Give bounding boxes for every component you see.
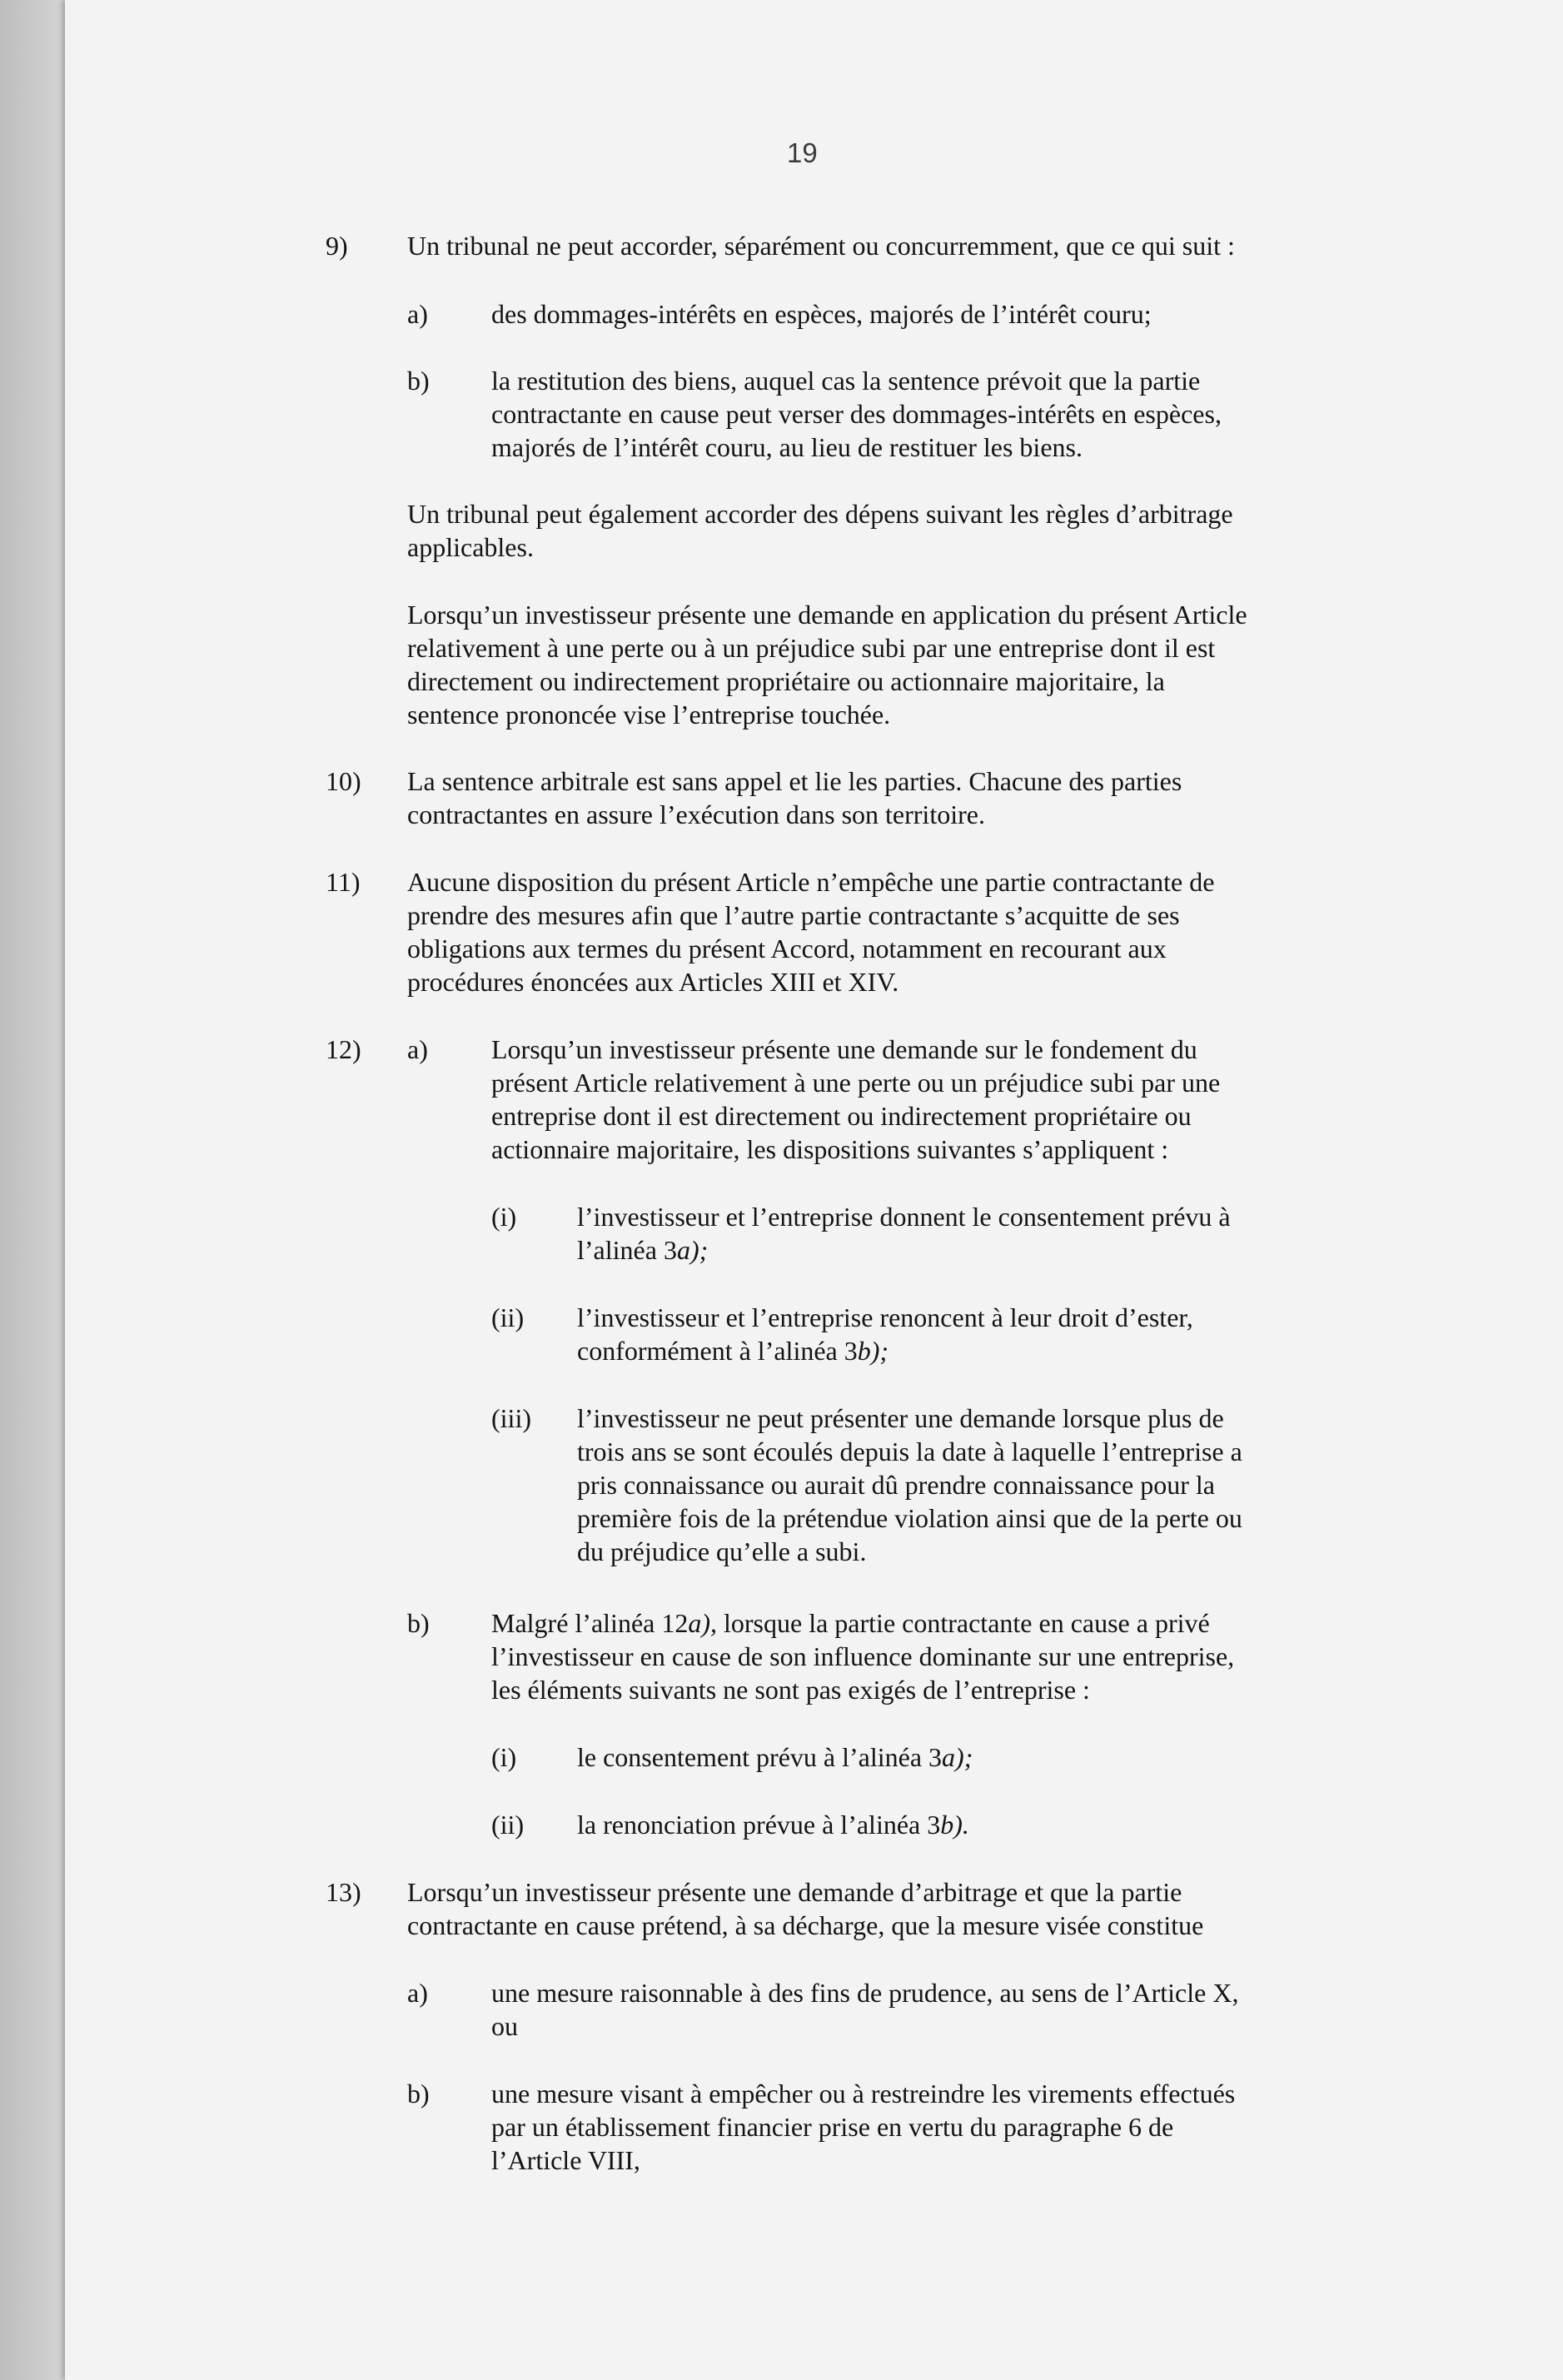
- para-11-line-3: obligations aux termes du présent Accord, notamment en recourant aux: [407, 934, 1167, 963]
- para-13-a-line-2: ou: [491, 2011, 518, 2041]
- para-12-a-iii-line-5: du préjudice qu’elle a subi.: [577, 1536, 867, 1566]
- para-9-b-label: b): [407, 366, 430, 396]
- para-10-number: 10): [326, 766, 361, 796]
- para-12-a-line-2: présent Article relativement à une perte ou un préjudice subi par une: [491, 1068, 1221, 1098]
- para-12-a-i-line-1: l’investisseur et l’entreprise donnent le consentement prévu à: [577, 1202, 1231, 1232]
- para-12-a-ii-label: (ii): [491, 1302, 525, 1332]
- para-9-award-line-4: sentence prononcée vise l’entreprise touchée.: [407, 700, 891, 729]
- para-13-b-line-2: par un établissement financier prise en vertu du paragraphe 6 de: [491, 2112, 1174, 2142]
- para-13-intro-line-1: Lorsqu’un investisseur présente une demande d’arbitrage et que la partie: [407, 1877, 1182, 1907]
- para-12-b-i-text: le consentement prévu à l’alinéa 3: [577, 1742, 943, 1772]
- para-12-b-line-1-rest: lorsque la partie contractante en cause a privé: [717, 1608, 1210, 1638]
- para-12-a-line-4: actionnaire majoritaire, les dispositions suivantes s’appliquent :: [491, 1134, 1169, 1164]
- para-12-b-line-1-text: Malgré l’alinéa 12: [491, 1608, 689, 1638]
- para-12-b-line-2: l’investisseur en cause de son influence dominante sur une entreprise,: [491, 1641, 1235, 1671]
- para-12-a-iii-line-3: pris connaissance ou aurait dû prendre connaissance pour la: [577, 1470, 1215, 1500]
- para-12-a-i-line-2-text: l’alinéa 3: [577, 1235, 677, 1265]
- para-12-number: 12): [326, 1034, 361, 1064]
- para-10-line-2: contractantes en assure l’exécution dans son territoire.: [407, 799, 985, 829]
- para-11-line-2: prendre des mesures afin que l’autre partie contractante s’acquitte de ses: [407, 900, 1180, 930]
- document-page: [65, 0, 1563, 2380]
- para-12-a-iii-label: (iii): [491, 1403, 531, 1433]
- para-13-b-label: b): [407, 2079, 430, 2109]
- para-12-b-ii-text: la renonciation prévue à l’alinéa 3: [577, 1810, 941, 1840]
- para-13-a-line-1: une mesure raisonnable à des fins de prudence, au sens de l’Article X,: [491, 1978, 1239, 2008]
- para-12-a-iii-line-1: l’investisseur ne peut présenter une demande lorsque plus de: [577, 1403, 1224, 1433]
- para-10-line-1: La sentence arbitrale est sans appel et lie les parties. Chacune des parties: [407, 766, 1182, 796]
- para-12-b-label: b): [407, 1608, 430, 1638]
- para-12-a-iii-line-2: trois ans se sont écoulés depuis la date à laquelle l’entreprise a: [577, 1436, 1242, 1466]
- para-12-a-i-label: (i): [491, 1202, 517, 1232]
- para-9-b-line-1: la restitution des biens, auquel cas la sentence prévoit que la partie: [491, 366, 1201, 396]
- para-12-a-line-1: Lorsqu’un investisseur présente une demande sur le fondement du: [491, 1034, 1197, 1064]
- para-9-award-line-1: Lorsqu’un investisseur présente une demande en application du présent Article: [407, 600, 1247, 630]
- para-12-a-i-line-2-ref: a);: [676, 1235, 709, 1265]
- para-12-b-line-1: [491, 1606, 1210, 1640]
- para-12-a-label: a): [407, 1034, 428, 1064]
- para-9-a-label: a): [407, 299, 428, 329]
- para-12-a-i-line-2: [577, 1233, 708, 1267]
- para-12-a-line-3: entreprise dont il est directement ou indirectement propriétaire ou: [491, 1101, 1192, 1131]
- para-12-b-ii-ref: b).: [940, 1810, 969, 1840]
- para-9-costs-line-2: applicables.: [407, 532, 534, 562]
- adjacent-page-edge: [0, 0, 65, 2380]
- para-12-b-line-1-ref: a),: [688, 1608, 717, 1638]
- para-12-b-i-line: [577, 1740, 973, 1774]
- para-13-a-label: a): [407, 1978, 428, 2008]
- para-13-number: 13): [326, 1877, 361, 1907]
- para-12-b-i-label: (i): [491, 1742, 517, 1772]
- para-11-number: 11): [326, 867, 361, 897]
- para-12-b-line-3: les éléments suivants ne sont pas exigés de l’entreprise :: [491, 1675, 1090, 1705]
- para-12-a-iii-line-4: première fois de la prétendue violation ainsi que de la perte ou: [577, 1503, 1242, 1533]
- para-9-award-line-3: directement ou indirectement propriétaire ou actionnaire majoritaire, la: [407, 666, 1165, 696]
- para-12-a-ii-line-2-text: conformément à l’alinéa 3: [577, 1336, 858, 1366]
- para-11-line-4: procédures énoncées aux Articles XIII et XIV.: [407, 967, 899, 997]
- para-12-a-ii-line-2: [577, 1334, 889, 1367]
- para-13-intro-line-2: contractante en cause prétend, à sa décharge, que la mesure visée constitue: [407, 1910, 1204, 1940]
- para-9-a-text: des dommages-intérêts en espèces, majorés de l’intérêt couru;: [491, 299, 1152, 329]
- para-9-number: 9): [326, 231, 348, 261]
- para-9-costs-line-1: Un tribunal peut également accorder des dépens suivant les règles d’arbitrage: [407, 499, 1233, 529]
- para-11-line-1: Aucune disposition du présent Article n’empêche une partie contractante de: [407, 867, 1215, 897]
- para-13-b-line-3: l’Article VIII,: [491, 2145, 640, 2175]
- para-9-b-line-2: contractante en cause peut verser des dommages-intérêts en espèces,: [491, 399, 1222, 429]
- para-13-b-line-1: une mesure visant à empêcher ou à restreindre les virements effectués: [491, 2079, 1236, 2109]
- para-12-b-ii-line: [577, 1808, 969, 1841]
- para-9-award-line-2: relativement à une perte ou à un préjudice subi par une entreprise dont il est: [407, 633, 1216, 663]
- para-9-intro: Un tribunal ne peut accorder, séparément ou concurremment, que ce qui suit :: [407, 231, 1235, 261]
- para-12-b-i-ref: a);: [942, 1742, 973, 1772]
- page-number: 19: [787, 137, 818, 168]
- para-12-a-ii-line-1: l’investisseur et l’entreprise renoncent à leur droit d’ester,: [577, 1302, 1193, 1332]
- para-9-b-line-3: majorés de l’intérêt couru, au lieu de restituer les biens.: [491, 432, 1083, 462]
- para-12-a-ii-line-2-ref: b);: [857, 1336, 889, 1366]
- para-12-b-ii-label: (ii): [491, 1810, 525, 1840]
